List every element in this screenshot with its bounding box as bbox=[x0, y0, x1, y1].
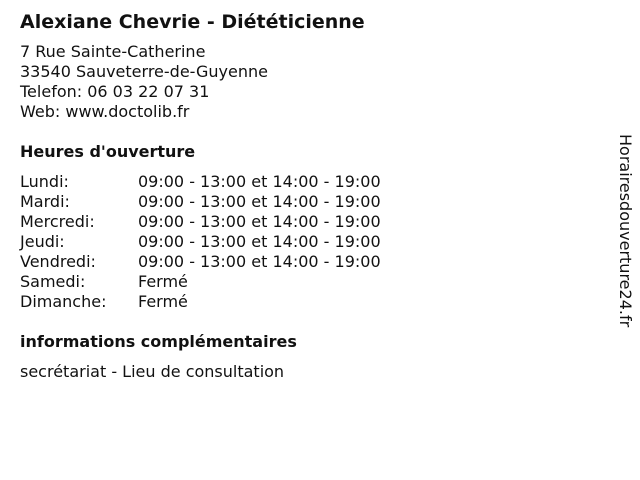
time-value: 09:00 - 13:00 et 14:00 - 19:00 bbox=[138, 192, 381, 211]
hours-row-monday bbox=[20, 172, 600, 192]
day-label: Dimanche: bbox=[20, 292, 107, 311]
business-card bbox=[20, 8, 600, 382]
time-value: 09:00 - 13:00 et 14:00 - 19:00 bbox=[138, 172, 381, 191]
time-value: Fermé bbox=[138, 272, 188, 291]
address-block bbox=[20, 42, 600, 122]
info-heading: informations complémentaires bbox=[20, 332, 297, 351]
time-value: 09:00 - 13:00 et 14:00 - 19:00 bbox=[138, 232, 381, 251]
hours-row-saturday bbox=[20, 272, 600, 292]
hours-row-thursday bbox=[20, 232, 600, 252]
time-value: 09:00 - 13:00 et 14:00 - 19:00 bbox=[138, 212, 381, 231]
hours-table bbox=[20, 172, 600, 312]
time-value: 09:00 - 13:00 et 14:00 - 19:00 bbox=[138, 252, 381, 271]
hours-row-wednesday bbox=[20, 212, 600, 232]
page-title: Alexiane Chevrie - Diététicienne bbox=[20, 11, 365, 33]
day-label: Lundi: bbox=[20, 172, 69, 191]
hours-row-tuesday bbox=[20, 192, 600, 212]
day-label: Vendredi: bbox=[20, 252, 96, 271]
day-label: Jeudi: bbox=[20, 232, 65, 251]
hours-row-sunday bbox=[20, 292, 600, 312]
info-text: secrétariat - Lieu de consultation bbox=[20, 362, 285, 381]
day-label: Mardi: bbox=[20, 192, 70, 211]
day-label: Mercredi: bbox=[20, 212, 95, 231]
phone-line: Telefon: 06 03 22 07 31 bbox=[20, 82, 210, 101]
site-watermark: Horairesdouverture24.fr bbox=[616, 134, 635, 328]
time-value: Fermé bbox=[138, 292, 188, 311]
web-line: Web: www.doctolib.fr bbox=[20, 102, 190, 121]
day-label: Samedi: bbox=[20, 272, 86, 291]
hours-heading: Heures d'ouverture bbox=[20, 142, 196, 161]
address-street: 7 Rue Sainte-Catherine bbox=[20, 42, 206, 61]
address-city: 33540 Sauveterre-de-Guyenne bbox=[20, 62, 268, 81]
hours-row-friday bbox=[20, 252, 600, 272]
